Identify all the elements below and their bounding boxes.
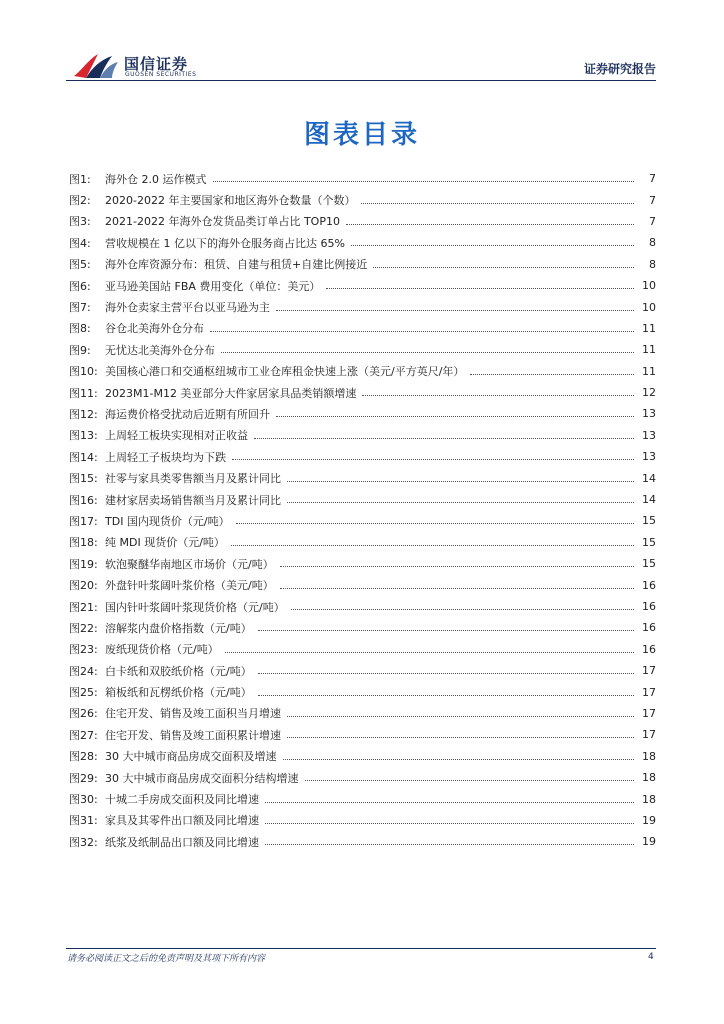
toc-dot-leader bbox=[287, 502, 634, 503]
toc-dot-leader bbox=[326, 288, 634, 289]
toc-entry-page: 7 bbox=[649, 172, 656, 186]
toc-entry-title: 海外仓库资源分布：租赁、自建与租赁+自建比例接近 bbox=[105, 258, 368, 272]
toc-entry-page: 17 bbox=[642, 685, 656, 699]
toc-entry[interactable] bbox=[69, 510, 656, 531]
toc-entry-label: 图21: bbox=[69, 600, 98, 614]
toc-entry[interactable] bbox=[69, 724, 656, 745]
toc-dot-leader bbox=[265, 844, 634, 845]
toc-dot-leader bbox=[287, 716, 634, 717]
toc-dot-leader bbox=[346, 224, 634, 225]
toc-entry-title: 亚马逊美国站 FBA 费用变化（单位：美元） bbox=[105, 279, 321, 293]
toc-entry-label: 图18: bbox=[69, 536, 98, 550]
toc-dot-leader bbox=[276, 310, 634, 311]
toc-entry[interactable] bbox=[69, 467, 656, 488]
toc-entry-title: 软泡聚醚华南地区市场价（元/吨） bbox=[105, 557, 274, 571]
toc-entry-label: 图26: bbox=[69, 707, 98, 721]
toc-entry-label: 图24: bbox=[69, 664, 98, 678]
toc-entry[interactable] bbox=[69, 617, 656, 638]
toc-dot-leader bbox=[265, 802, 634, 803]
toc-entry-title: 海外仓卖家主营平台以亚马逊为主 bbox=[105, 301, 270, 315]
toc-entry-page: 11 bbox=[642, 321, 656, 335]
toc-dot-leader bbox=[351, 245, 634, 246]
toc-entry-title: 白卡纸和双胶纸价格（元/吨） bbox=[105, 664, 252, 678]
toc-entry-title: 上周轻工子板块均为下跌 bbox=[105, 450, 226, 464]
toc-entry[interactable] bbox=[69, 489, 656, 510]
toc-entry-page: 13 bbox=[642, 450, 656, 464]
toc-entry-page: 15 bbox=[642, 514, 656, 528]
toc-entry-label: 图9: bbox=[69, 343, 91, 357]
toc-entry-title: 海运费价格受扰动后近期有所回升 bbox=[105, 407, 270, 421]
toc-entry-title: 30 大中城市商品房成交面积分结构增速 bbox=[105, 771, 299, 785]
page-number: 4 bbox=[648, 952, 654, 962]
toc-entry-label: 图12: bbox=[69, 407, 98, 421]
toc-entry[interactable] bbox=[69, 639, 656, 660]
toc-entry-label: 图30: bbox=[69, 793, 98, 807]
toc-entry-title: 家具及其零件出口额及同比增速 bbox=[105, 814, 259, 828]
toc-dot-leader bbox=[291, 609, 634, 610]
toc-entry-page: 15 bbox=[642, 557, 656, 571]
toc-entry-page: 18 bbox=[642, 771, 656, 785]
toc-dot-leader bbox=[236, 523, 634, 524]
toc-entry-page: 8 bbox=[649, 236, 656, 250]
toc-entry[interactable] bbox=[69, 361, 656, 382]
toc-entry-label: 图32: bbox=[69, 835, 98, 849]
toc-entry-page: 17 bbox=[642, 728, 656, 742]
toc-entry-page: 7 bbox=[649, 214, 656, 228]
toc-entry-page: 13 bbox=[642, 407, 656, 421]
footer-disclaimer: 请务必阅读正文之后的免责声明及其项下所有内容 bbox=[67, 954, 266, 964]
toc-entry-title: 溶解浆内盘价格指数（元/吨） bbox=[105, 621, 252, 635]
toc-entry[interactable] bbox=[69, 574, 656, 595]
toc-entry[interactable] bbox=[69, 189, 656, 210]
toc-entry-title: 纯 MDI 现货价（元/吨） bbox=[105, 536, 225, 550]
toc-entry[interactable] bbox=[69, 425, 656, 446]
toc-dot-leader bbox=[280, 588, 634, 589]
toc-entry-page: 16 bbox=[642, 578, 656, 592]
toc-entry-page: 17 bbox=[642, 706, 656, 720]
toc-dot-leader bbox=[232, 459, 634, 460]
footer-divider bbox=[66, 948, 656, 949]
toc-dot-leader bbox=[305, 780, 635, 781]
toc-dot-leader bbox=[276, 416, 634, 417]
toc-entry[interactable] bbox=[69, 339, 656, 360]
toc-entry-title: 废纸现货价格（元/吨） bbox=[105, 643, 219, 657]
toc-dot-leader bbox=[470, 374, 634, 375]
toc-entry-title: 30 大中城市商品房成交面积及增速 bbox=[105, 750, 277, 764]
logo-text-en: GUOSEN SECURITIES bbox=[125, 71, 197, 78]
toc-entry-label: 图15: bbox=[69, 472, 98, 486]
toc-entry[interactable] bbox=[69, 296, 656, 317]
toc-entry-label: 图11: bbox=[69, 386, 98, 400]
toc-entry-page: 16 bbox=[642, 642, 656, 656]
page-title: 图表目录 bbox=[303, 120, 420, 150]
guosen-logo-mark-icon bbox=[72, 50, 120, 80]
toc-entry-title: 社零与家具类零售额当月及累计同比 bbox=[105, 472, 281, 486]
toc-entry-page: 19 bbox=[642, 813, 656, 827]
toc-entry-page: 8 bbox=[649, 257, 656, 271]
toc-dot-leader bbox=[283, 759, 635, 760]
toc-entry-page: 16 bbox=[642, 621, 656, 635]
toc-entry-label: 图28: bbox=[69, 750, 98, 764]
toc-entry[interactable] bbox=[69, 232, 656, 253]
toc-dot-leader bbox=[258, 630, 634, 631]
toc-entry[interactable] bbox=[69, 596, 656, 617]
toc-entry-page: 14 bbox=[642, 471, 656, 485]
page-header bbox=[0, 0, 724, 90]
toc-entry-title: 海外仓 2.0 运作模式 bbox=[105, 172, 207, 186]
toc-entry-label: 图1: bbox=[69, 172, 91, 186]
toc-entry-title: 2023M1-M12 美亚部分大件家居家具品类销额增速 bbox=[105, 386, 357, 400]
toc-entry[interactable] bbox=[69, 318, 656, 339]
header-divider bbox=[66, 80, 656, 81]
toc-entry-label: 图2: bbox=[69, 194, 91, 208]
toc-entry-label: 图31: bbox=[69, 814, 98, 828]
toc-entry[interactable] bbox=[69, 532, 656, 553]
toc-entry-page: 11 bbox=[642, 343, 656, 357]
toc-entry-title: 纸浆及纸制品出口额及同比增速 bbox=[105, 835, 259, 849]
guosen-logo bbox=[72, 50, 212, 84]
toc-entry-title: 谷仓北美海外仓分布 bbox=[105, 322, 204, 336]
toc-entry[interactable] bbox=[69, 788, 656, 809]
toc-entry-title: 十城二手房成交面积及同比增速 bbox=[105, 793, 259, 807]
toc-entry-label: 图27: bbox=[69, 728, 98, 742]
toc-dot-leader bbox=[287, 737, 634, 738]
toc-entry-page: 18 bbox=[642, 792, 656, 806]
toc-entry-label: 图23: bbox=[69, 643, 98, 657]
toc-dot-leader bbox=[362, 395, 634, 396]
toc-entry-title: 营收规模在 1 亿以下的海外仓服务商占比达 65% bbox=[105, 236, 345, 250]
toc-entry-label: 图6: bbox=[69, 279, 91, 293]
toc-entry-label: 图4: bbox=[69, 236, 91, 250]
logo-text-cn: 国信证券 bbox=[124, 55, 189, 73]
toc-entry-page: 11 bbox=[642, 364, 656, 378]
toc-entry-title: 上周轻工板块实现相对正收益 bbox=[105, 429, 248, 443]
toc-entry-label: 图29: bbox=[69, 771, 98, 785]
toc-entry-label: 图10: bbox=[69, 365, 98, 379]
toc-entry-title: 外盘针叶浆阔叶浆价格（美元/吨） bbox=[105, 579, 274, 593]
toc-entry-title: 箱板纸和瓦楞纸价格（元/吨） bbox=[105, 686, 252, 700]
toc-dot-leader bbox=[265, 823, 634, 824]
toc-entry[interactable] bbox=[69, 168, 656, 189]
toc-entry-page: 10 bbox=[642, 279, 656, 293]
toc-dot-leader bbox=[254, 438, 634, 439]
document-type-label: 证券研究报告 bbox=[583, 62, 656, 76]
toc-entry-label: 图8: bbox=[69, 322, 91, 336]
toc-entry[interactable] bbox=[69, 660, 656, 681]
toc-dot-leader bbox=[280, 566, 634, 567]
toc-entry-page: 12 bbox=[642, 386, 656, 400]
figure-toc-list bbox=[69, 168, 656, 853]
toc-entry[interactable] bbox=[69, 703, 656, 724]
toc-entry[interactable] bbox=[69, 382, 656, 403]
toc-entry-title: 美国核心港口和交通枢纽城市工业仓库租金快速上涨（美元/平方英尺/年） bbox=[105, 365, 465, 379]
toc-entry-page: 19 bbox=[642, 835, 656, 849]
toc-entry-label: 图16: bbox=[69, 493, 98, 507]
toc-entry-page: 10 bbox=[642, 300, 656, 314]
toc-dot-leader bbox=[258, 695, 634, 696]
toc-entry[interactable] bbox=[69, 767, 656, 788]
toc-dot-leader bbox=[231, 545, 634, 546]
toc-entry-page: 7 bbox=[649, 193, 656, 207]
toc-entry-title: 2021-2022 年海外仓发货品类订单占比 TOP10 bbox=[105, 215, 340, 229]
toc-dot-leader bbox=[213, 181, 635, 182]
toc-entry-title: 国内针叶浆阔叶浆现货价格（元/吨） bbox=[105, 600, 285, 614]
toc-entry-page: 18 bbox=[642, 749, 656, 763]
toc-entry-label: 图13: bbox=[69, 429, 98, 443]
toc-entry-label: 图3: bbox=[69, 215, 91, 229]
toc-entry-title: 建材家居卖场销售额当月及累计同比 bbox=[105, 493, 281, 507]
toc-entry[interactable] bbox=[69, 446, 656, 467]
toc-entry-title: TDI 国内现货价（元/吨） bbox=[105, 514, 230, 528]
toc-entry[interactable] bbox=[69, 403, 656, 424]
toc-entry[interactable] bbox=[69, 275, 656, 296]
toc-entry-label: 图14: bbox=[69, 450, 98, 464]
toc-entry[interactable] bbox=[69, 254, 656, 275]
toc-dot-leader bbox=[287, 481, 634, 482]
toc-entry-title: 2020-2022 年主要国家和地区海外仓数量（个数） bbox=[105, 194, 356, 208]
toc-entry[interactable] bbox=[69, 553, 656, 574]
toc-dot-leader bbox=[373, 267, 634, 268]
toc-entry-page: 17 bbox=[642, 664, 656, 678]
toc-dot-leader bbox=[258, 673, 634, 674]
toc-entry-label: 图17: bbox=[69, 514, 98, 528]
toc-entry-label: 图20: bbox=[69, 579, 98, 593]
toc-entry-page: 15 bbox=[642, 535, 656, 549]
toc-entry-label: 图7: bbox=[69, 301, 91, 315]
toc-entry[interactable] bbox=[69, 831, 656, 852]
toc-entry[interactable] bbox=[69, 746, 656, 767]
toc-entry-page: 16 bbox=[642, 600, 656, 613]
toc-dot-leader bbox=[361, 203, 634, 204]
toc-entry-title: 住宅开发、销售及竣工面积当月增速 bbox=[105, 707, 281, 721]
toc-dot-leader bbox=[225, 652, 634, 653]
toc-entry-title: 无忧达北美海外仓分布 bbox=[105, 343, 215, 357]
toc-entry[interactable] bbox=[69, 810, 656, 831]
toc-entry[interactable] bbox=[69, 211, 656, 232]
toc-dot-leader bbox=[210, 331, 634, 332]
toc-dot-leader bbox=[221, 352, 634, 353]
toc-entry-title: 住宅开发、销售及竣工面积累计增速 bbox=[105, 728, 281, 742]
toc-entry[interactable] bbox=[69, 681, 656, 702]
toc-entry-page: 14 bbox=[642, 493, 656, 507]
toc-entry-label: 图5: bbox=[69, 258, 91, 272]
toc-entry-label: 图22: bbox=[69, 621, 98, 635]
toc-entry-page: 13 bbox=[642, 428, 656, 442]
toc-entry-label: 图25: bbox=[69, 686, 98, 700]
toc-entry-label: 图19: bbox=[69, 557, 98, 571]
